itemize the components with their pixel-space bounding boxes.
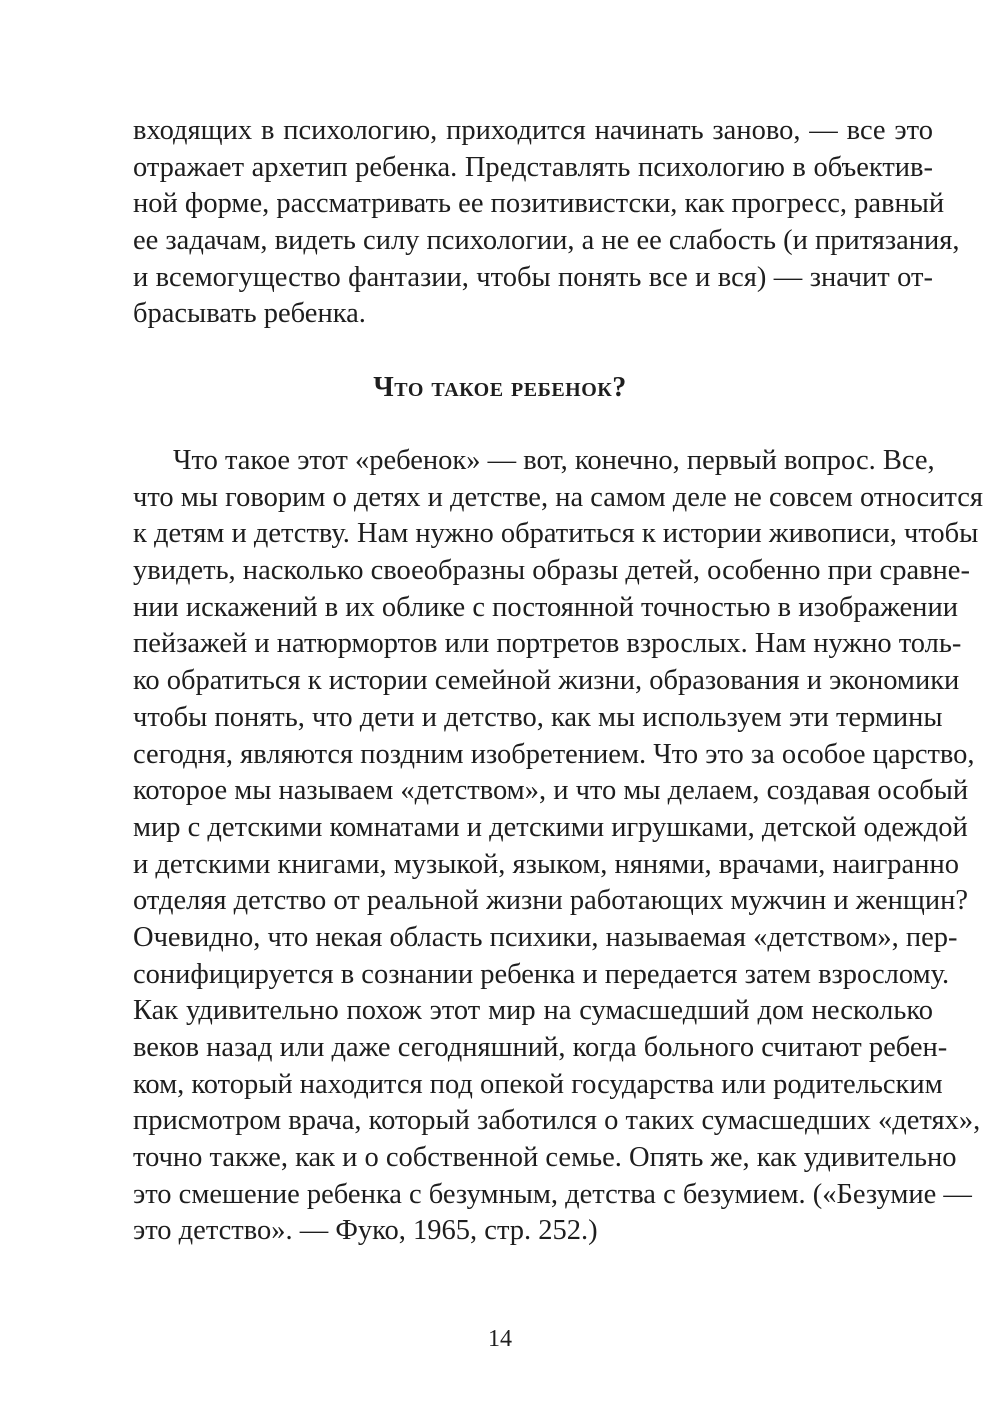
text-line: нии искажений в их облике с постоянной точностью в изображении: [133, 591, 958, 623]
text-line: ко обратиться к истории семейной жизни, образования и экономики: [133, 665, 960, 697]
text-line: Как удивительно похож этот мир на сумасшедший дом несколько: [133, 995, 933, 1027]
text-line: ком, который находится под опекой государства или родительским: [133, 1068, 943, 1100]
text-line: к детям и детству. Нам нужно обратиться к истории живописи, чтобы: [133, 518, 979, 550]
text-line: сонифицируется в сознании ребенка и передается затем взрослому.: [133, 958, 950, 990]
text-line: точно также, как и о собственной семье. Опять же, как удивительно: [133, 1142, 957, 1174]
text-line: ной форме, рассматривать ее позитивистски, как прогресс, равный: [133, 188, 945, 220]
paragraph-intro: [133, 113, 960, 333]
text-line: мир с детскими комнатами и детскими игрушками, детской одеждой: [133, 811, 968, 843]
text-line: присмотром врача, который заботился о таких сумасшедших «детях»,: [133, 1105, 981, 1137]
text-line: Что такое этот «ребенок» — вот, конечно, первый вопрос. Все,: [173, 445, 935, 476]
section-heading: Что такое ребенок?: [373, 372, 627, 403]
text-line: что мы говорим о детях и детстве, на самом деле не совсем относится: [133, 481, 983, 513]
text-line: увидеть, насколько своеобразны образы детей, особенно при сравне-: [133, 555, 970, 587]
page-number: 14: [488, 1326, 512, 1352]
text-line: отделяя детство от реальной жизни работающих мужчин и женщин?: [133, 885, 969, 917]
text-line: и детскими книгами, музыкой, языком, нянями, врачами, наигранно: [133, 848, 959, 880]
text-line: и всемогущество фантазии, чтобы понять все и вся) — значит от-: [133, 261, 933, 293]
text-line: сегодня, являются поздним изобретением. Что это за особое царство,: [133, 738, 975, 770]
text-line: ее задачам, видеть силу психологии, а не ее слабость (и притязания,: [133, 225, 960, 257]
text-line: веков назад или даже сегодняшний, когда больного считают ребен-: [133, 1032, 948, 1063]
text-line: которое мы называем «детством», и что мы делаем, создавая особый: [133, 775, 969, 807]
text-line: входящих в психологию, приходится начинать заново, — все это: [133, 115, 933, 146]
text-line: Очевидно, что некая область психики, называемая «детством», пер-: [133, 921, 958, 953]
text-line: это детство». — Фуко, 1965, стр. 252.): [133, 1215, 598, 1247]
text-line: отражает архетип ребенка. Представлять психологию в объектив-: [133, 151, 933, 183]
text-line: брасывать ребенка.: [133, 298, 366, 330]
paragraph-main: [133, 443, 983, 1250]
text-line: пейзажей и натюрмортов или портретов взрослых. Нам нужно толь-: [133, 628, 962, 660]
text-line: это смешение ребенка с безумным, детства с безумием. («Безумие —: [133, 1178, 972, 1210]
text-line: чтобы понять, что дети и детство, как мы используем эти термины: [133, 701, 943, 733]
